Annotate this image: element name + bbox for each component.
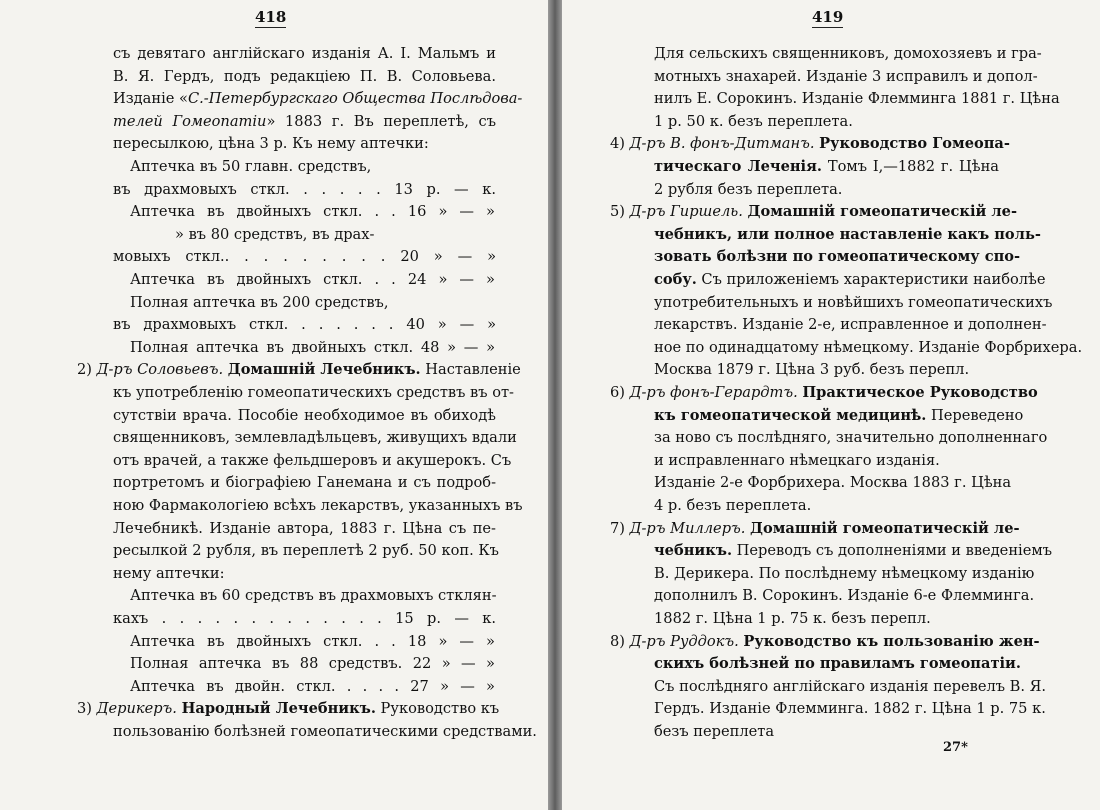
- text-span: сутствіи врача. Пособіе необходимое въ обиходѣ: [113, 406, 496, 424]
- text-line: [654, 677, 1046, 697]
- text-span: Томъ I,—1882 г. Цѣна: [821, 158, 1000, 175]
- text-span: Наставленіе: [420, 361, 521, 379]
- text-span: Д-ръ Миллеръ.: [629, 519, 746, 537]
- text-line: [654, 428, 1047, 448]
- text-span: Изданіе 2-е Форбрихера. Москва 1883 г. Цѣна: [654, 474, 1012, 492]
- text-span: Аптечка въ 50 главн. средствъ,: [130, 158, 372, 175]
- text-span: Для сельскихъ священниковъ, домохозяевъ и гра-: [654, 45, 1042, 62]
- text-span: Домашній Лечебникъ.: [227, 361, 421, 379]
- text-line: [113, 722, 537, 742]
- text-line: [113, 496, 523, 516]
- text-span: 2): [77, 361, 97, 379]
- text-span: чебникъ.: [654, 542, 733, 560]
- text-span: Аптечка въ двойныхъ сткл. . . 24 » — »: [130, 271, 495, 288]
- text-span: Практическое Руководство: [802, 384, 1038, 401]
- text-line: [610, 383, 1038, 403]
- text-line: [113, 247, 496, 267]
- text-span: 2 рубля безъ переплета.: [654, 180, 843, 198]
- text-span: употребительныхъ и новѣйшихъ гомеопатическихъ: [654, 293, 1053, 311]
- text-line: [113, 180, 496, 200]
- text-span: мотныхъ знахарей. Изданіе 3 исправилъ и допол-: [654, 67, 1038, 85]
- text-span: 4 р. безъ переплета.: [654, 497, 812, 514]
- text-span: зовать болѣзни по гомеопатическому спо-: [654, 248, 1021, 266]
- text-line: [130, 202, 495, 222]
- text-span: Домашній гомеопатическій ле-: [747, 203, 1018, 221]
- text-span: Д-ръ Соловьевъ.: [96, 361, 224, 379]
- text-line: [175, 225, 374, 245]
- text-span: Д-ръ В. фонъ-Дитманъ.: [629, 135, 815, 153]
- text-span: В. Я. Гердъ, подъ редакціею П. В. Соловьева.: [113, 67, 496, 85]
- text-span: Д-ръ фонъ-Герардтъ.: [629, 384, 798, 401]
- text-line: [654, 541, 1052, 561]
- text-line: [654, 473, 1011, 493]
- text-span: С.-Петербургскаго Общества Послѣдова-: [187, 90, 523, 108]
- text-span: Москва 1879 г. Цѣна 3 руб. безъ перепл.: [654, 361, 970, 379]
- text-line: [130, 654, 495, 674]
- text-line: [654, 44, 1042, 64]
- text-span: священниковъ, землевладѣльцевъ, живущихъ вдали: [113, 429, 517, 447]
- text-line: [654, 699, 1046, 719]
- text-span: Полная аптечка въ 88 средствъ. 22 » — »: [130, 655, 495, 673]
- page-number: 419: [812, 8, 844, 26]
- text-span: отъ врачей, а также фельдшеровъ и акушерокъ. Съ: [113, 451, 512, 469]
- text-span: ресылкой 2 рубля, въ переплетѣ 2 руб. 50 коп. Къ: [113, 542, 499, 560]
- text-line: [130, 632, 495, 652]
- text-line: [654, 270, 1046, 290]
- text-line: [654, 180, 842, 200]
- text-span: 3): [77, 700, 97, 718]
- text-span: тическаго Леченія.: [654, 158, 822, 175]
- text-span: въ драхмовыхъ сткл. . . . . . . 40 » — »: [113, 316, 496, 334]
- text-line: [130, 677, 495, 697]
- text-span: Гердъ. Изданіе Флемминга. 1882 г. Цѣна 1 р. 75 к.: [654, 700, 1046, 718]
- text-span: 7): [610, 519, 630, 537]
- text-span: Аптечка въ двойн. сткл. . . . . 27 » — »: [130, 677, 495, 695]
- text-span: къ употребленію гомеопатическихъ средствъ въ от-: [113, 384, 514, 401]
- text-span: Лечебникѣ. Изданіе автора, 1883 г. Цѣна съ пе-: [113, 519, 496, 537]
- text-span: Руководство къ пользованію жен-: [743, 632, 1040, 650]
- text-line: [113, 564, 225, 584]
- text-line: [654, 609, 931, 629]
- text-line: [654, 451, 940, 471]
- text-span: Переводъ съ дополненіями и введеніемъ: [732, 542, 1052, 560]
- book-gutter: [548, 0, 562, 810]
- text-span: мовыхъ сткл.. . . . . . . . . 20 » — »: [113, 248, 496, 266]
- text-span: собу.: [654, 271, 697, 288]
- text-line: [130, 270, 495, 290]
- text-line: [113, 473, 496, 493]
- text-line: [654, 293, 1052, 313]
- text-span: 8): [610, 632, 630, 650]
- text-span: Д-ръ Гиршель.: [629, 203, 743, 221]
- text-line: [113, 44, 496, 64]
- text-line: [654, 157, 999, 177]
- text-span: безъ переплета: [654, 723, 775, 740]
- signature-mark: 27*: [943, 740, 968, 755]
- text-span: за ново съ послѣдняго, значительно дополненнаго: [654, 429, 1048, 447]
- text-line: [77, 360, 521, 380]
- text-line: [610, 632, 1040, 652]
- text-span: Изданіе «: [113, 90, 188, 108]
- text-line: [113, 112, 496, 132]
- text-line: [610, 134, 1010, 154]
- text-span: [177, 700, 182, 717]
- text-line: [654, 406, 1023, 426]
- text-span: Аптечка въ 60 средствъ въ драхмовыхъ стклян-: [130, 587, 497, 605]
- page-number: 418: [255, 8, 287, 26]
- text-span: 5): [610, 203, 630, 221]
- text-line: [654, 315, 1047, 335]
- text-span: Дерикеръ.: [96, 700, 177, 718]
- text-span: Руководство къ: [375, 700, 500, 718]
- text-line: [113, 134, 429, 154]
- text-line: [113, 609, 496, 629]
- text-span: 4): [610, 135, 630, 153]
- text-line: [113, 67, 496, 87]
- text-span: ною Фармакологіею всѣхъ лекарствъ, указанныхъ въ: [113, 497, 523, 514]
- text-span: скихъ болѣзней по правиламъ гомеопатіи.: [654, 655, 1021, 673]
- text-line: [654, 225, 1041, 245]
- text-span: Полная аптечка въ двойныхъ сткл. 48 » — »: [130, 338, 495, 356]
- text-span: Народный Лечебникъ.: [181, 700, 376, 718]
- text-span: Д-ръ Руддокъ.: [629, 632, 739, 650]
- text-span: портретомъ и біографіею Ганемана и съ подроб-: [113, 474, 496, 492]
- right-page: [562, 0, 1100, 810]
- text-line: [654, 89, 1060, 109]
- text-span: Полная аптечка въ 200 средствъ,: [130, 293, 389, 311]
- text-span: кахъ . . . . . . . . . . . . . 15 р. — к.: [113, 610, 496, 627]
- text-span: » 1883 г. Въ переплетѣ, съ: [266, 112, 496, 130]
- left-page: [0, 0, 548, 810]
- text-span: чебникъ, или полное наставленіе какъ поль-: [654, 225, 1041, 243]
- text-span: и исправленнаго нѣмецкаго изданія.: [654, 451, 940, 469]
- text-span: » въ 80 средствъ, въ драх-: [175, 225, 375, 243]
- text-line: [654, 654, 1021, 674]
- text-line: [654, 247, 1020, 267]
- text-span: нилъ Е. Сорокинъ. Изданіе Флемминга 1881 г. Цѣна: [654, 90, 1060, 108]
- text-span: Съ послѣдняго англійскаго изданія перевелъ В. Я.: [654, 677, 1047, 695]
- text-span: 1 р. 50 к. безъ переплета.: [654, 112, 853, 130]
- text-span: дополнилъ В. Сорокинъ. Изданіе 6-е Флемминга.: [654, 587, 1035, 605]
- text-span: Руководство Гомеопа-: [819, 135, 1010, 153]
- text-line: [654, 112, 853, 132]
- text-line: [113, 315, 496, 335]
- text-span: съ девятаго англійскаго изданія А. І. Мальмъ и: [113, 45, 496, 62]
- text-span: В. Дерикера. По послѣднему нѣмецкому изданію: [654, 564, 1035, 582]
- text-line: [113, 428, 517, 448]
- text-span: телей Гомеопатіи: [113, 112, 267, 130]
- text-line: [654, 586, 1034, 606]
- text-span: въ драхмовыхъ сткл. . . . . . 13 р. — к.: [113, 180, 496, 198]
- text-line: [654, 360, 969, 380]
- text-span: 1882 г. Цѣна 1 р. 75 к. безъ перепл.: [654, 610, 931, 627]
- text-span: пересылкою, цѣна 3 р. Къ нему аптечки:: [113, 135, 429, 153]
- text-line: [113, 451, 511, 471]
- text-line: [113, 383, 514, 403]
- text-line: [610, 519, 1020, 539]
- text-line: [130, 586, 497, 606]
- text-line: [130, 338, 495, 358]
- text-line: [610, 202, 1017, 222]
- text-span: Переведено: [926, 406, 1024, 424]
- text-line: [654, 496, 811, 516]
- text-span: Съ приложеніемъ характеристики наиболѣе: [696, 271, 1046, 288]
- text-span: пользованію болѣзней гомеопатическими средствами.: [113, 723, 537, 740]
- text-span: лекарствъ. Изданіе 2-е, исправленное и дополнен-: [654, 316, 1047, 334]
- text-span: [743, 203, 748, 220]
- text-span: Аптечка въ двойныхъ сткл. . . 16 » — »: [130, 203, 495, 221]
- text-line: [113, 541, 499, 561]
- text-line: [77, 699, 499, 719]
- text-line: [130, 157, 371, 177]
- text-line: [113, 89, 522, 109]
- text-span: Домашній гомеопатическій ле-: [750, 519, 1020, 537]
- text-line: [130, 293, 388, 313]
- text-span: Аптечка въ двойныхъ сткл. . . 18 » — »: [130, 632, 495, 650]
- text-line: [654, 338, 1082, 358]
- text-line: [113, 519, 496, 539]
- text-span: къ гомеопатической медицинѣ.: [654, 406, 927, 424]
- text-line: [654, 564, 1034, 584]
- text-span: 6): [610, 384, 630, 401]
- text-line: [654, 67, 1038, 87]
- text-span: нему аптечки:: [113, 564, 225, 582]
- text-line: [113, 406, 496, 426]
- text-line: [654, 722, 774, 742]
- text-span: ное по одинадцатому нѣмецкому. Изданіе Форбрихера.: [654, 338, 1083, 356]
